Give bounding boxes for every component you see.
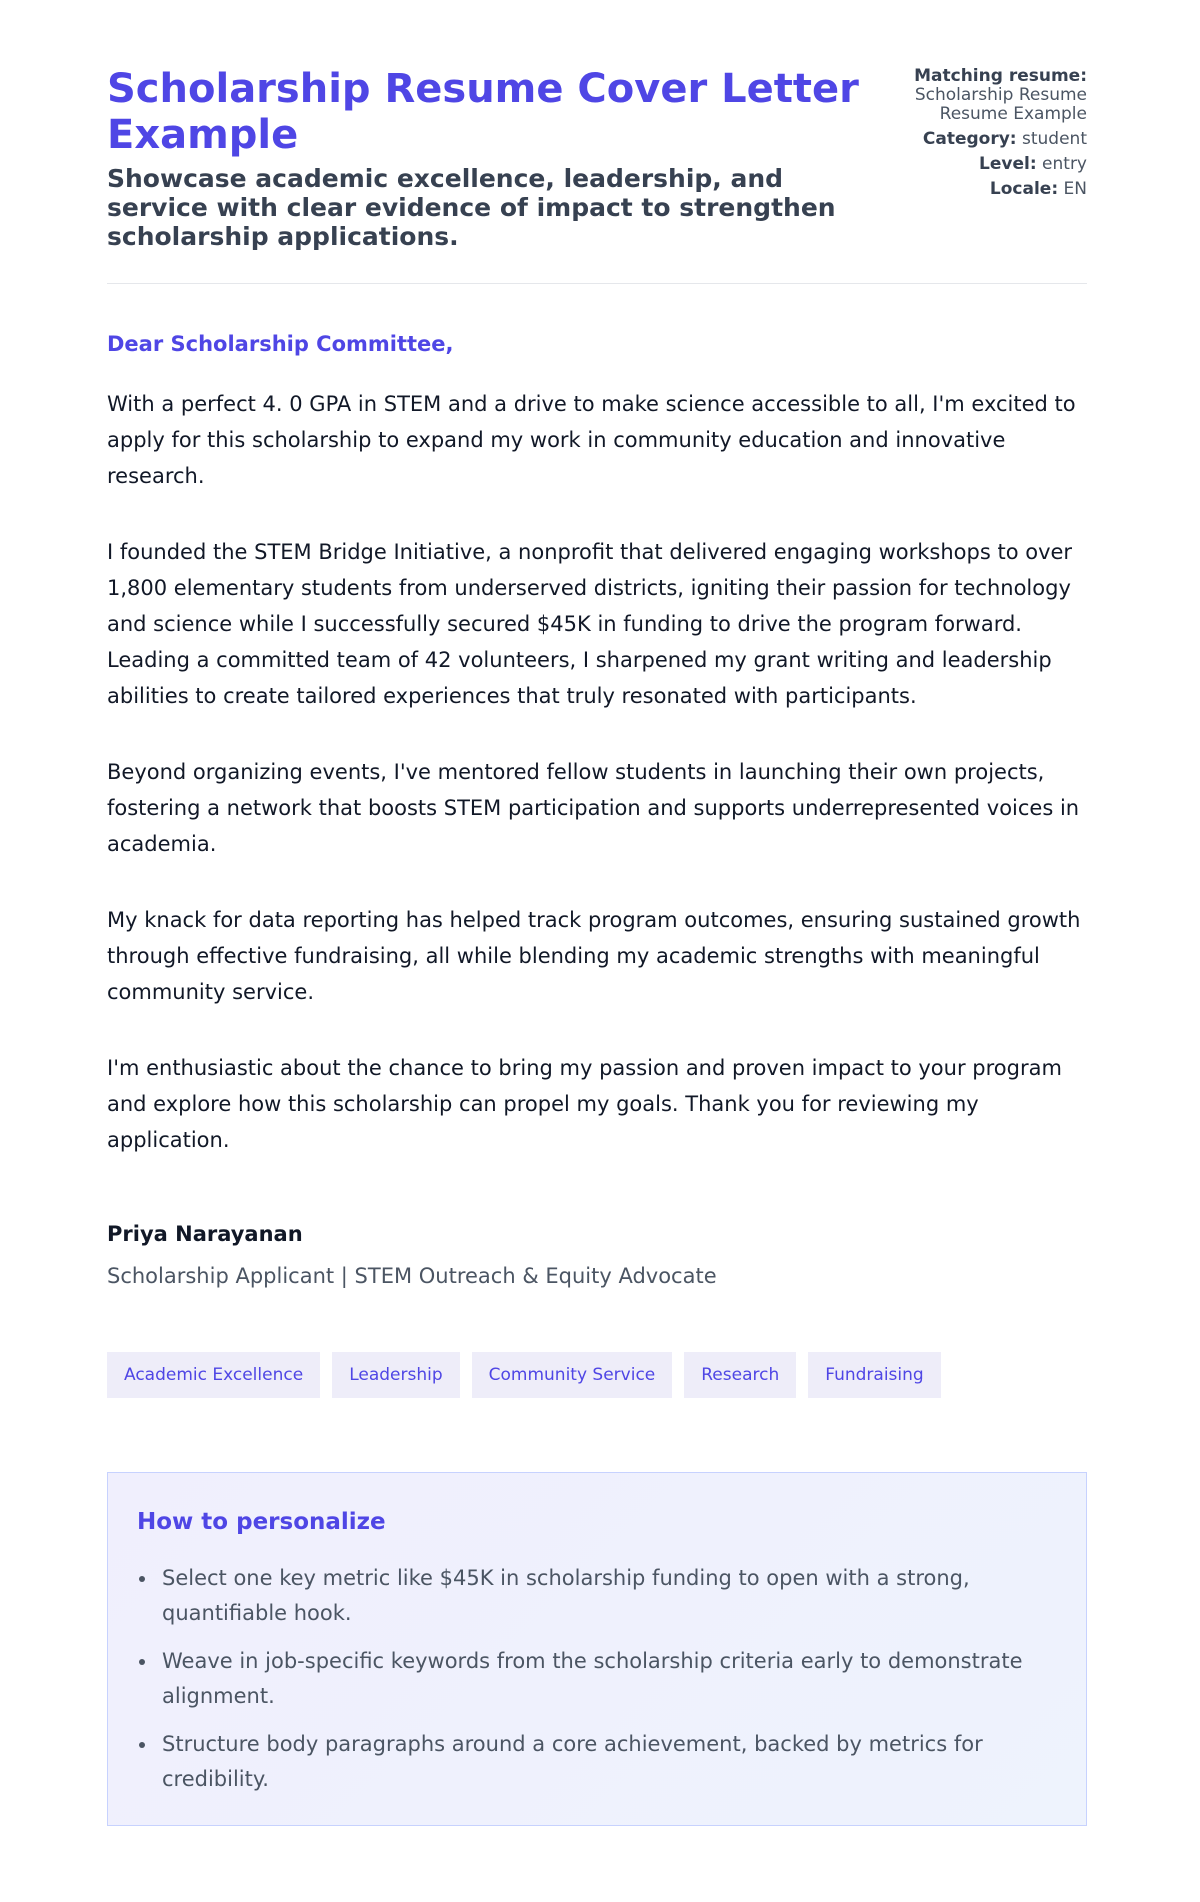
page-subtitle: Showcase academic excellence, leadership, and service with clear evidence of impact to strengthen scholarship applications.: [107, 164, 836, 251]
level-label: Level:: [979, 154, 1037, 174]
matching-resume-label: Matching resume:: [914, 66, 1087, 86]
letter-paragraph: I founded the STEM Bridge Initiative, a nonprofit that delivered engaging workshops to over 1,800 elementary students from underserved districts, igniting their passion for technology and science while I successfully secured $45K in funding to drive the program forward. Leading a committed team of 42 volunteers, I sharpened my grant writing and leadership abilities to create tailored experiences that truly resonated with participants.: [107, 540, 1073, 708]
page-title: Scholarship Resume Cover Letter Example: [107, 66, 859, 158]
bullet-icon: [139, 1659, 145, 1665]
tip-text: Structure body paragraphs around a core achievement, backed by metrics for credibility.: [162, 1732, 983, 1791]
page-header: [107, 66, 1087, 251]
resume-meta: [857, 67, 1087, 205]
tips-list: [137, 1561, 1062, 1810]
header-divider: [107, 283, 1087, 284]
level-value: entry: [1042, 154, 1087, 174]
personalize-tips-panel: [107, 1472, 1087, 1826]
locale-label: Locale:: [989, 179, 1059, 199]
skill-tag: Fundraising: [808, 1352, 940, 1398]
letter-paragraph: Beyond organizing events, I've mentored fellow students in launching their own projects, fostering a network that boosts STEM participation and supports underrepresented voices in academia.: [107, 760, 1080, 856]
skill-tag: Academic Excellence: [107, 1352, 320, 1398]
category-label: Category:: [922, 129, 1017, 149]
letter-paragraph: I'm enthusiastic about the chance to bring my passion and proven impact to your program and explore how this scholarship can propel my goals. Thank you for reviewing my application.: [107, 1056, 1062, 1152]
meta-level: [857, 155, 1087, 174]
matching-resume-link[interactable]: Scholarship Resume Resume Example: [914, 85, 1087, 124]
skill-tags: [107, 1352, 941, 1398]
bullet-icon: [139, 1576, 145, 1582]
tips-title: How to personalize: [137, 1509, 386, 1535]
locale-value: EN: [1063, 179, 1087, 199]
letter-paragraph: With a perfect 4. 0 GPA in STEM and a drive to make science accessible to all, I'm excited to apply for this scholarship to expand my work in community education and innovative research.: [107, 392, 1076, 488]
skill-tag: Research: [684, 1352, 796, 1398]
skill-tag: Community Service: [472, 1352, 673, 1398]
skill-tag: Leadership: [332, 1352, 459, 1398]
tip-item: [162, 1561, 1062, 1631]
letter-salutation: Dear Scholarship Committee,: [107, 332, 454, 356]
tip-text: Weave in job-specific keywords from the scholarship criteria early to demonstrate alignment.: [162, 1649, 1023, 1708]
letter-body: [107, 386, 1092, 1198]
signature-name: Priya Narayanan: [107, 1222, 303, 1246]
matching-resume: [857, 67, 1087, 124]
letter-paragraph: My knack for data reporting has helped track program outcomes, ensuring sustained growth through effective fundraising, all while blending my academic strengths with meaningful community service.: [107, 908, 1081, 1004]
signature-role: Scholarship Applicant | STEM Outreach & Equity Advocate: [107, 1264, 717, 1288]
tip-item: [162, 1727, 1062, 1797]
category-value: student: [1022, 129, 1087, 149]
tip-item: [162, 1644, 1062, 1714]
tip-text: Select one key metric like $45K in scholarship funding to open with a strong, quantifiable hook.: [162, 1566, 970, 1625]
meta-locale: [857, 180, 1087, 199]
meta-category: [857, 130, 1087, 149]
bullet-icon: [139, 1742, 145, 1748]
